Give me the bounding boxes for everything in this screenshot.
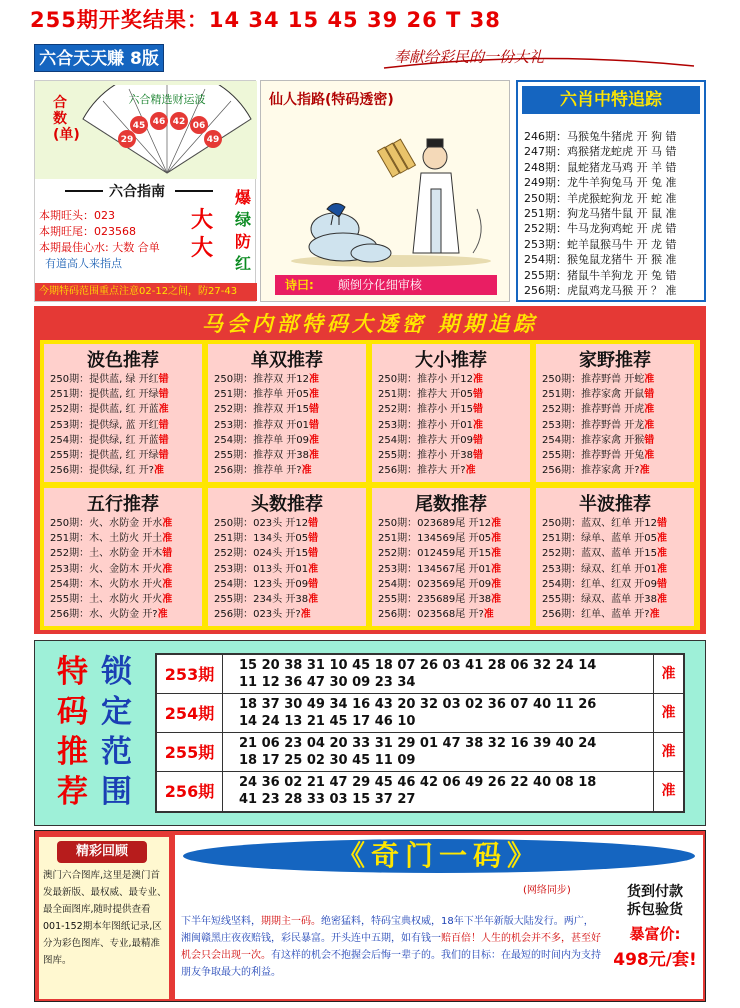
recommend-row — [378, 372, 483, 387]
recommend-row-text: 253期：提供绿, 蓝 开红 — [50, 419, 159, 431]
recommend-row-text: 250期：蓝双、红单 开12 — [542, 518, 657, 529]
track-row: 251期：狗龙马猪牛鼠 开 鼠 准 — [524, 207, 677, 220]
lock-numbers — [239, 696, 649, 730]
recommend-row-text: 256期：提供绿, 红 开? — [50, 465, 154, 477]
recommend-row — [378, 546, 501, 561]
recommend-row — [214, 402, 319, 417]
recommend-row — [378, 516, 501, 531]
recommend-row-mark: 错 — [158, 419, 169, 431]
recommend-row — [542, 577, 667, 592]
lock-numbers — [239, 774, 649, 808]
lock-char-l2: 码 — [57, 694, 88, 730]
guide-big-2: 大 — [191, 236, 214, 261]
recommend-row-text: 254期：推荐家禽 开猴 — [542, 434, 645, 446]
qimen-sub: (网络同步) — [523, 885, 571, 896]
recommend-row-text: 254期：123头 开09 — [214, 578, 309, 590]
lock-char-r1: 锁 — [101, 654, 132, 690]
recommend-row-mark: 错 — [309, 404, 319, 416]
recommend-row — [214, 372, 319, 387]
recommend-row-mark: 准 — [657, 563, 667, 575]
track-panel — [516, 80, 706, 302]
recommend-row-mark: 准 — [162, 563, 173, 575]
recommend-row-mark: 错 — [308, 518, 319, 529]
recommend-row-mark: 准 — [309, 389, 319, 401]
recommend-row — [50, 516, 172, 531]
recommend-row-text: 256期：水、火防金 开? — [50, 609, 158, 621]
recommend-row-text: 253期：134567尾 开01 — [378, 563, 492, 575]
recommend-row-text: 254期：红单、红双 开09 — [542, 578, 657, 590]
qimen-text-b: 绝密猛料，特码宝典权威，18年下半年新版大陆发行。两广，湘闽赣黑庄夜夜赔钱，彩民暴富。开头连中五期，如有钱一 — [181, 916, 594, 944]
recommend-row-mark: 准 — [301, 465, 312, 477]
lock-char-r2: 定 — [101, 694, 132, 730]
recommend-row-text: 251期：提供蓝, 红 开绿 — [50, 389, 159, 401]
lock-mark: 准 — [653, 655, 683, 694]
recommend-row-text: 254期：推荐大 开09 — [378, 434, 473, 446]
recommend-row-mark: 准 — [162, 594, 173, 606]
recommend-cell-title: 半波推荐 — [579, 494, 651, 515]
top-panels — [34, 80, 706, 302]
poem-text: 颠倒分化细审核 — [337, 278, 422, 292]
recommend-row-mark: 准 — [158, 404, 169, 416]
recommend-row-text: 250期：推荐双 开12 — [214, 374, 309, 385]
recommend-row — [50, 531, 172, 546]
recommend-row-mark: 错 — [473, 434, 483, 446]
lock-numbers — [239, 735, 649, 769]
poem-bar — [275, 275, 497, 295]
lock-mark: 准 — [653, 772, 683, 811]
recommend-row-text: 251期：134头 开05 — [214, 533, 309, 545]
recommend-row — [542, 531, 667, 546]
recommend-row — [542, 448, 654, 463]
immortal-title: 仙人指路(特码透密) — [269, 92, 394, 108]
recommend-row-text: 250期：023689尾 开12 — [378, 518, 492, 529]
lock-numbers-line1: 24 36 02 21 47 29 45 46 42 06 49 26 22 40 08 18 — [239, 775, 597, 790]
recommend-row-mark: 准 — [483, 609, 494, 621]
recommend-cell — [44, 488, 202, 626]
guide-title: 六合指南 — [109, 184, 165, 200]
guide-line-2: 本期旺尾：023568 — [39, 225, 136, 238]
recommend-row-text: 254期：木、火防水 开火 — [50, 578, 163, 590]
track-row: 250期：羊虎猴蛇狗龙 开 蛇 准 — [524, 191, 677, 205]
guide-big-1: 大 — [191, 208, 214, 233]
recommend-row-text: 256期：推荐大 开? — [378, 465, 466, 477]
fan-ball-text-5: 29 — [120, 135, 134, 145]
fan-ball-text-1: 45 — [132, 121, 146, 131]
recommend-row-mark: 准 — [649, 609, 660, 621]
recommend-cell-title: 尾数推荐 — [415, 494, 487, 515]
recommend-row — [214, 463, 319, 478]
recommend-row — [50, 592, 172, 607]
recommend-row — [214, 418, 319, 433]
recommend-row-mark: 错 — [158, 450, 169, 462]
recommend-row-text: 250期：推荐小 开12 — [378, 374, 473, 385]
recommend-row-text: 250期：火、水防金 开水 — [50, 518, 163, 529]
qimen-box — [175, 835, 703, 999]
qimen-text-hl1: 期期主一码。 — [261, 916, 321, 927]
recommend-row — [214, 592, 318, 607]
recommend-row — [50, 448, 169, 463]
recommend-row — [542, 562, 667, 577]
recommend-row — [542, 418, 654, 433]
recommend-row-mark: 准 — [491, 578, 502, 590]
recommend-row-text: 255期：绿双、蓝单 开38 — [542, 594, 657, 606]
guide-rule-right — [175, 190, 213, 192]
lock-char-l4: 荐 — [57, 774, 88, 810]
recommend-row-mark: 准 — [162, 533, 173, 545]
lock-char-r3: 范 — [101, 734, 132, 770]
qimen-text-c: 有这样的机会不抱握会后悔一辈子的。我们的目标：在最短的时间内为支持朋友争取最大的利益。 — [181, 950, 601, 978]
lock-char-l3: 推 — [57, 734, 88, 770]
poem-label: 诗曰: — [285, 278, 314, 292]
recommend-row-mark: 准 — [473, 419, 483, 431]
brand-row — [34, 40, 706, 76]
recommend-row — [214, 516, 318, 531]
recommend-row-text: 255期：提供蓝, 红 开绿 — [50, 450, 159, 462]
price-line-2: 拆包验货 — [627, 902, 683, 918]
lock-mark: 准 — [653, 694, 683, 733]
track-row: 248期：鼠蛇猪龙马鸡 开 羊 错 — [524, 160, 677, 174]
recommend-row-mark: 准 — [644, 374, 655, 385]
recommend-rows — [378, 372, 483, 478]
recommend-row — [542, 546, 667, 561]
recommend-cell — [536, 344, 694, 482]
review-body: 澳门六合图库,这里是澳门首发最新版、最权威、最专业、最全面图库,随时提供查看001-152期本年图纸记录,区分为彩色图库、专业,最精准图库。 — [43, 870, 167, 966]
lock-numbers-line2: 14 24 13 21 45 17 46 10 — [239, 714, 416, 729]
recommend-row-mark: 准 — [300, 609, 311, 621]
lock-numbers-line2: 11 12 36 47 30 09 23 34 — [239, 675, 416, 690]
recommend-row-text: 255期：推荐小 开38 — [378, 450, 473, 462]
recommend-row-text: 250期：提供蓝, 绿 开红 — [50, 374, 159, 385]
recommend-row-text: 253期：推荐双 开01 — [214, 419, 309, 431]
recommend-cell — [372, 344, 530, 482]
recommend-row — [542, 592, 667, 607]
recommend-row — [378, 531, 501, 546]
recommend-row-text: 250期：推荐野兽 开蛇 — [542, 374, 645, 385]
recommend-row-text: 255期：235689尾 开38 — [378, 594, 492, 606]
recommend-row-text: 252期：推荐双 开15 — [214, 404, 309, 416]
lock-mark: 准 — [653, 733, 683, 772]
recommend-row-mark: 错 — [644, 434, 655, 446]
sage-illustration-icon — [281, 113, 501, 269]
review-title[interactable]: 精彩回顾 — [57, 841, 147, 863]
recommend-row-mark: 准 — [491, 548, 502, 560]
track-row: 255期：猪鼠牛羊狗龙 开 兔 错 — [524, 268, 677, 282]
recommend-row-mark: 错 — [308, 533, 319, 545]
price-line-4: 498元/套! — [613, 950, 697, 970]
recommend-row-mark: 错 — [158, 374, 169, 385]
recommend-row-text: 251期：推荐家禽 开鼠 — [542, 389, 645, 401]
recommend-row-mark: 准 — [657, 594, 667, 606]
fan-title: 六合精选财运波 — [128, 93, 206, 106]
lock-period: 256期 — [157, 772, 223, 811]
recommend-row-text: 251期：木、土防火 开土 — [50, 533, 163, 545]
recommend-row — [542, 387, 654, 402]
qimen-text-hl2: 赔百倍！人生的机会并不多，甚至好机会只会出现一次。 — [181, 933, 601, 961]
recommend-row-text: 253期：火、金防木 开火 — [50, 563, 163, 575]
recommend-row-text: 254期：023569尾 开09 — [378, 578, 492, 590]
recommend-row-mark: 准 — [308, 594, 319, 606]
lock-numbers-line2: 41 23 28 33 03 15 37 27 — [239, 792, 416, 807]
recommend-row-text: 254期：推荐单 开09 — [214, 434, 309, 446]
price-line-1: 货到付款 — [627, 884, 683, 900]
recommend-rows — [542, 372, 654, 478]
recommend-row — [50, 463, 169, 478]
track-row: 254期：猴兔鼠龙猪牛 开 猴 准 — [524, 253, 677, 267]
recommend-row — [542, 402, 654, 417]
slogan-area — [374, 40, 706, 76]
recommend-row — [542, 516, 667, 531]
track-row: 246期：马猴兔牛猪虎 开 狗 错 — [524, 130, 677, 143]
lock-period: 254期 — [157, 694, 223, 733]
recommend-section — [34, 306, 706, 634]
recommend-cell-title: 波色推荐 — [87, 350, 159, 371]
lock-period: 253期 — [157, 655, 223, 694]
recommend-row-mark: 准 — [644, 450, 655, 462]
recommend-row-mark: 准 — [491, 518, 502, 529]
recommend-row — [214, 546, 318, 561]
track-row: 247期：鸡猴猪龙蛇虎 开 马 错 — [524, 145, 677, 159]
recommend-row — [542, 372, 654, 387]
recommend-row — [378, 402, 483, 417]
recommend-cell-title: 家野推荐 — [579, 350, 651, 371]
lock-numbers — [239, 657, 649, 691]
fan-ball-text-2: 46 — [152, 117, 166, 127]
recommend-row — [214, 531, 318, 546]
recommend-row — [50, 433, 169, 448]
recommend-row-text: 255期：推荐双 开38 — [214, 450, 309, 462]
recommend-row-mark: 准 — [657, 533, 667, 545]
recommend-row-mark: 错 — [158, 389, 169, 401]
lock-row — [157, 694, 683, 733]
lock-section — [34, 640, 706, 826]
recommend-row-mark: 准 — [309, 450, 319, 462]
lock-row — [157, 733, 683, 772]
recommend-row-text: 252期：提供蓝, 红 开蓝 — [50, 404, 159, 416]
recommend-row — [214, 607, 318, 622]
recommend-row-text: 256期：023头 开? — [214, 609, 301, 621]
lock-numbers-line1: 15 20 38 31 10 45 18 07 26 03 41 28 06 32 24 14 — [239, 658, 597, 673]
recommend-row — [378, 577, 501, 592]
recommend-cell — [372, 488, 530, 626]
recommend-row-mark: 错 — [644, 389, 655, 401]
recommend-row-mark: 错 — [473, 450, 483, 462]
fan-ball-text-4: 06 — [192, 121, 206, 131]
recommend-row-mark: 准 — [491, 533, 502, 545]
lock-numbers-line2: 18 17 25 02 30 45 11 09 — [239, 753, 416, 768]
recommend-row-text: 255期：推荐野兽 开兔 — [542, 450, 645, 462]
recommend-row-mark: 准 — [309, 374, 319, 385]
recommend-row — [214, 448, 319, 463]
recommend-rows — [214, 516, 318, 622]
recommend-row-text: 254期：提供绿, 红 开蓝 — [50, 434, 159, 446]
fan-balls-layer — [35, 81, 257, 179]
recommend-row-text: 256期：推荐家禽 开? — [542, 465, 640, 477]
lock-row — [157, 655, 683, 694]
recommend-row-text: 256期：红单、蓝单 开? — [542, 609, 650, 621]
recommend-rows — [542, 516, 667, 622]
recommend-cell — [208, 344, 366, 482]
range-bar: 今期特码范围重点注意02-12之间，防27-43 — [35, 283, 257, 301]
recommend-cell-title: 头数推荐 — [251, 494, 323, 515]
recommend-row — [50, 607, 172, 622]
track-row: 256期：虎鼠鸡龙马猴 开 ？ 准 — [524, 284, 677, 297]
qimen-text-a: 下半年短线坚料， — [181, 916, 261, 927]
recommend-row — [542, 607, 667, 622]
brand-tab[interactable]: 六合天天赚 8版 — [34, 44, 164, 72]
track-row: 252期：牛马龙狗鸡蛇 开 虎 错 — [524, 222, 677, 236]
recommend-row — [378, 433, 483, 448]
recommend-row-mark: 错 — [162, 548, 173, 560]
recommend-row-mark: 准 — [644, 419, 655, 431]
side-char-1: 爆 — [235, 188, 252, 207]
lock-numbers-line1: 18 37 30 49 34 16 43 20 32 03 02 36 07 40 11 26 — [239, 697, 597, 712]
recommend-banner: 马会内部特码大透密 期期追踪 — [201, 311, 539, 336]
recommend-row-mark: 准 — [491, 594, 502, 606]
recommend-row-mark: 准 — [308, 563, 319, 575]
fan-ball-text-6: 49 — [206, 135, 220, 145]
recommend-row-text: 253期：推荐野兽 开龙 — [542, 419, 645, 431]
recommend-row-mark: 准 — [491, 563, 502, 575]
track-row: 253期：蛇羊鼠猴马牛 开 龙 错 — [524, 237, 677, 251]
track-title: 六肖中特追踪 — [522, 86, 700, 114]
recommend-row — [214, 562, 318, 577]
guide-line-3: 本期最佳心水: 大数 合单 — [39, 241, 160, 254]
draw-result: 255期开奖结果：14 34 15 45 39 26 T 38 — [30, 8, 501, 32]
immortal-panel — [260, 80, 510, 302]
recommend-row — [378, 418, 483, 433]
recommend-rows — [50, 516, 172, 622]
recommend-row-text: 255期：土、水防火 开火 — [50, 594, 163, 606]
recommend-row-text: 252期：蓝双、蓝单 开15 — [542, 548, 657, 560]
qimen-banner: 《奇门一码》 — [183, 839, 695, 873]
recommend-row — [214, 387, 319, 402]
recommend-row-text: 252期：推荐小 开15 — [378, 404, 473, 416]
side-char-3: 防 — [235, 232, 252, 251]
recommend-row-text: 253期：绿双、红单 开01 — [542, 563, 657, 575]
recommend-row — [378, 448, 483, 463]
recommend-row-mark: 准 — [644, 404, 655, 416]
fan-balls — [35, 81, 257, 179]
fan-guide-panel — [34, 80, 256, 302]
recommend-row — [214, 577, 318, 592]
recommend-cell-title: 单双推荐 — [251, 350, 323, 371]
recommend-cell — [536, 488, 694, 626]
recommend-row — [50, 418, 169, 433]
side-char-4: 红 — [235, 254, 252, 273]
recommend-row — [214, 433, 319, 448]
recommend-row-text: 252期：024头 开15 — [214, 548, 309, 560]
lock-period: 255期 — [157, 733, 223, 772]
review-box — [39, 837, 169, 999]
recommend-rows — [378, 516, 501, 622]
side-char-2: 绿 — [235, 210, 252, 229]
price-box — [609, 877, 701, 983]
recommend-row-text: 253期：013头 开01 — [214, 563, 309, 575]
recommend-row-mark: 准 — [162, 518, 173, 529]
recommend-row — [50, 562, 172, 577]
recommend-row — [50, 402, 169, 417]
recommend-row-mark: 错 — [309, 419, 319, 431]
recommend-row-mark: 准 — [465, 465, 476, 477]
recommend-row — [542, 433, 654, 448]
recommend-row-mark: 准 — [639, 465, 650, 477]
recommend-row — [378, 592, 501, 607]
recommend-row-mark: 准 — [153, 465, 164, 477]
recommend-row-text: 252期：012459尾 开15 — [378, 548, 492, 560]
recommend-cell — [208, 488, 366, 626]
recommend-row — [50, 546, 172, 561]
recommend-row-text: 253期：推荐小 开01 — [378, 419, 473, 431]
qimen-text — [181, 913, 601, 981]
track-row: 249期：龙牛羊狗兔马 开 兔 准 — [524, 176, 677, 190]
recommend-row — [378, 463, 483, 478]
recommend-row-mark: 错 — [473, 389, 483, 401]
recommend-row-mark: 错 — [473, 404, 483, 416]
recommend-row-text: 251期：推荐大 开05 — [378, 389, 473, 401]
recommend-rows — [50, 372, 169, 478]
recommend-row-text: 251期：134569尾 开05 — [378, 533, 492, 545]
lock-char-l1: 特 — [57, 654, 88, 690]
recommend-rows — [214, 372, 319, 478]
recommend-row — [542, 463, 654, 478]
recommend-row — [50, 372, 169, 387]
price-line-3: 暴富价: — [629, 925, 681, 943]
recommend-row-text: 256期：023568尾 开? — [378, 609, 484, 621]
recommend-row — [378, 387, 483, 402]
recommend-row-mark: 准 — [473, 374, 483, 385]
guide-line-1: 本期旺头：023 — [39, 209, 115, 222]
lock-numbers-line1: 21 06 23 04 20 33 31 29 01 47 38 32 16 39 40 24 — [239, 736, 597, 751]
recommend-row-mark: 准 — [162, 578, 173, 590]
recommend-row — [50, 577, 172, 592]
recommend-cell-title: 大小推荐 — [415, 350, 487, 371]
recommend-row-text: 251期：推荐单 开05 — [214, 389, 309, 401]
recommend-row — [378, 607, 501, 622]
recommend-row-text: 255期：234头 开38 — [214, 594, 309, 606]
guide-rule-left — [65, 190, 103, 192]
recommend-row-mark: 错 — [308, 578, 319, 590]
recommend-row-mark: 错 — [158, 434, 169, 446]
recommend-row-mark: 准 — [157, 609, 168, 621]
recommend-cell-title: 五行推荐 — [87, 494, 159, 515]
recommend-row-text: 252期：土、水防金 开木 — [50, 548, 163, 560]
recommend-row-mark: 准 — [657, 548, 667, 560]
lock-table — [155, 653, 685, 813]
recommend-row-text: 250期：023头 开12 — [214, 518, 309, 529]
recommend-row-mark: 错 — [657, 578, 667, 590]
recommend-row-text: 256期：推荐单 开? — [214, 465, 302, 477]
recommend-cell — [44, 344, 202, 482]
recommend-row-mark: 错 — [308, 548, 319, 560]
bottom-section — [34, 830, 706, 1002]
lock-row — [157, 772, 683, 811]
lock-char-r4: 围 — [101, 774, 132, 810]
fan-label: 合数(单) — [53, 95, 80, 143]
guide-blue-line: 有道高人来指点 — [45, 257, 122, 270]
recommend-row-mark: 准 — [309, 434, 319, 446]
slogan-text: 奉献给彩民的一份大礼 — [394, 48, 545, 66]
recommend-row-text: 251期：绿单、蓝单 开05 — [542, 533, 657, 545]
recommend-row — [50, 387, 169, 402]
recommend-row — [378, 562, 501, 577]
recommend-grid — [40, 340, 700, 630]
result-bar — [0, 0, 740, 38]
recommend-row-text: 252期：推荐野兽 开虎 — [542, 404, 645, 416]
recommend-row-mark: 错 — [657, 518, 667, 529]
fan-ball-text-3: 42 — [172, 117, 186, 127]
